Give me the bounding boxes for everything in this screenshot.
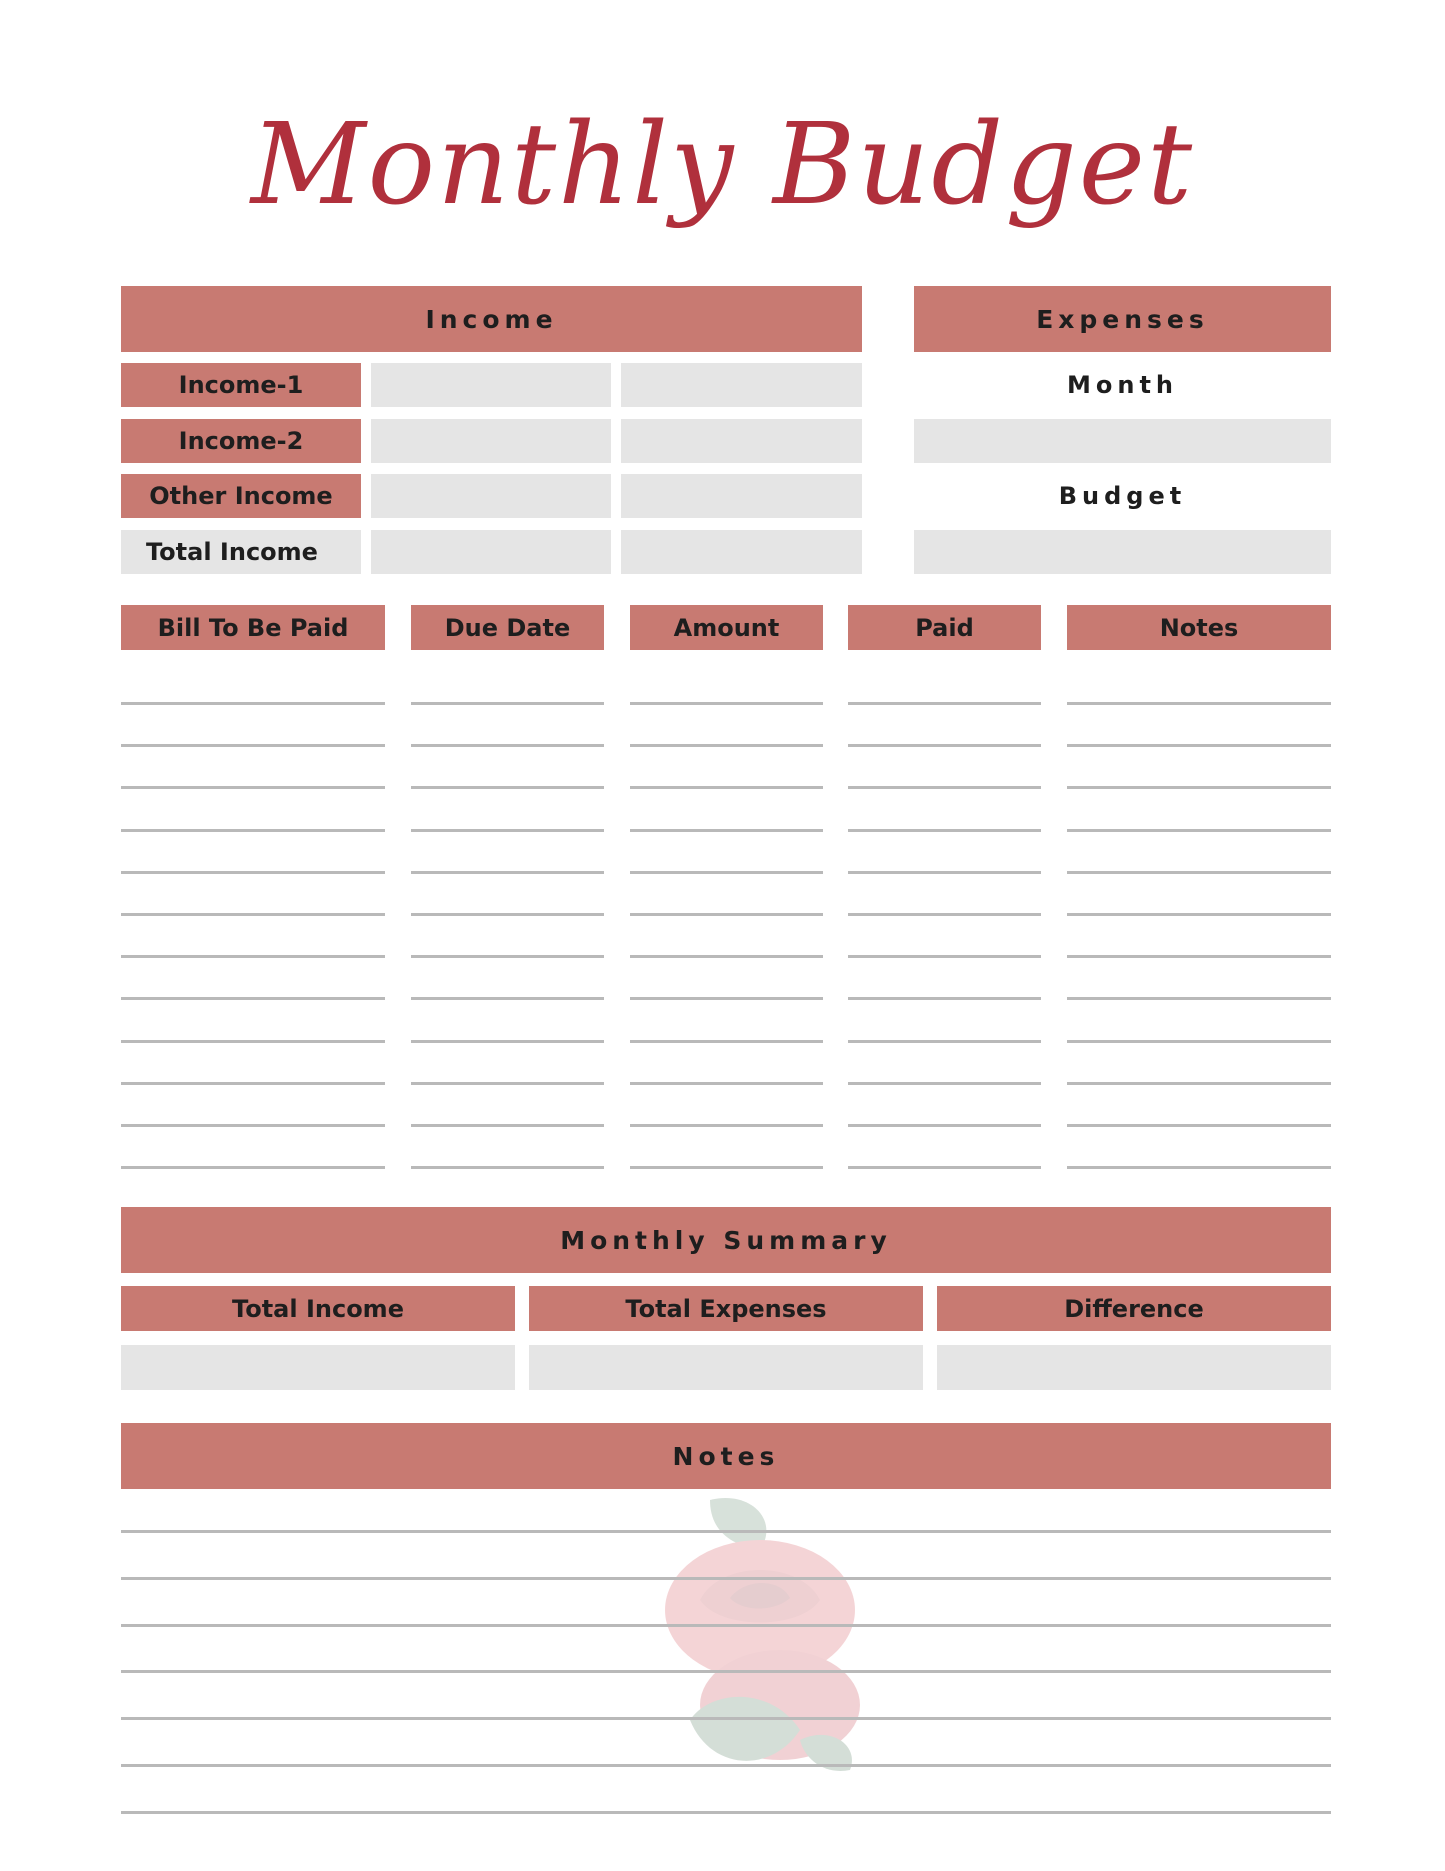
- bill-line[interactable]: [411, 1166, 604, 1169]
- bill-line[interactable]: [121, 786, 385, 789]
- other-income-field-a[interactable]: [371, 474, 611, 518]
- bill-line[interactable]: [411, 829, 604, 832]
- page-title: Monthly Budget: [250, 100, 1195, 230]
- bill-line[interactable]: [121, 955, 385, 958]
- budget-label: Budget: [1058, 482, 1187, 510]
- bill-line[interactable]: [1067, 744, 1331, 747]
- rose-icon: [630, 1490, 900, 1780]
- bill-line[interactable]: [121, 871, 385, 874]
- income-2-field-b[interactable]: [621, 419, 862, 463]
- notes-line[interactable]: [121, 1624, 1331, 1627]
- summary-total-income-label: Total Income: [121, 1286, 515, 1331]
- bill-line[interactable]: [848, 871, 1041, 874]
- bill-line[interactable]: [121, 1082, 385, 1085]
- bill-line[interactable]: [121, 702, 385, 705]
- summary-difference-field[interactable]: [937, 1345, 1331, 1390]
- bill-line[interactable]: [1067, 913, 1331, 916]
- summary-difference-label: Difference: [937, 1286, 1331, 1331]
- bill-line[interactable]: [411, 1124, 604, 1127]
- bill-column-header: Bill To Be Paid: [121, 605, 385, 650]
- notes-line[interactable]: [121, 1764, 1331, 1767]
- bill-line[interactable]: [1067, 1040, 1331, 1043]
- notes-line[interactable]: [121, 1530, 1331, 1533]
- amount-column-header: Amount: [630, 605, 823, 650]
- income-1-label: Income-1: [121, 363, 361, 407]
- bill-line[interactable]: [1067, 997, 1331, 1000]
- income-2-label: Income-2: [121, 419, 361, 463]
- bill-line[interactable]: [630, 702, 823, 705]
- total-income-label: Total Income: [121, 530, 361, 574]
- bill-line[interactable]: [411, 786, 604, 789]
- bill-line[interactable]: [848, 1082, 1041, 1085]
- bill-line[interactable]: [630, 1040, 823, 1043]
- bill-line[interactable]: [630, 1082, 823, 1085]
- total-income-field-b[interactable]: [621, 530, 862, 574]
- summary-total-income-field[interactable]: [121, 1345, 515, 1390]
- bill-line[interactable]: [848, 1124, 1041, 1127]
- income-header: Income: [121, 286, 862, 352]
- bill-line[interactable]: [121, 829, 385, 832]
- bill-line[interactable]: [848, 1166, 1041, 1169]
- income-1-field-a[interactable]: [371, 363, 611, 407]
- notes-line[interactable]: [121, 1577, 1331, 1580]
- bill-line[interactable]: [121, 1040, 385, 1043]
- total-income-field-a[interactable]: [371, 530, 611, 574]
- bill-line[interactable]: [848, 744, 1041, 747]
- bill-line[interactable]: [411, 1040, 604, 1043]
- month-field[interactable]: [914, 419, 1331, 463]
- bill-line[interactable]: [121, 744, 385, 747]
- bill-line[interactable]: [848, 1040, 1041, 1043]
- bill-line[interactable]: [848, 955, 1041, 958]
- bill-line[interactable]: [121, 913, 385, 916]
- bill-line[interactable]: [630, 829, 823, 832]
- bill-line[interactable]: [630, 997, 823, 1000]
- bill-line[interactable]: [848, 829, 1041, 832]
- bill-line[interactable]: [848, 702, 1041, 705]
- other-income-field-b[interactable]: [621, 474, 862, 518]
- bill-line[interactable]: [1067, 955, 1331, 958]
- notes-header: Notes: [121, 1423, 1331, 1489]
- bill-line[interactable]: [411, 702, 604, 705]
- budget-field[interactable]: [914, 530, 1331, 574]
- income-2-field-a[interactable]: [371, 419, 611, 463]
- income-1-field-b[interactable]: [621, 363, 862, 407]
- expenses-header: Expenses: [914, 286, 1331, 352]
- bill-line[interactable]: [1067, 1124, 1331, 1127]
- notes-line[interactable]: [121, 1717, 1331, 1720]
- bill-line[interactable]: [630, 913, 823, 916]
- summary-total-expenses-field[interactable]: [529, 1345, 923, 1390]
- bill-line[interactable]: [411, 997, 604, 1000]
- bill-line[interactable]: [848, 913, 1041, 916]
- bill-line[interactable]: [411, 1082, 604, 1085]
- bill-line[interactable]: [630, 871, 823, 874]
- paid-column-header: Paid: [848, 605, 1041, 650]
- bill-line[interactable]: [630, 1166, 823, 1169]
- bill-line[interactable]: [630, 955, 823, 958]
- bill-line[interactable]: [1067, 786, 1331, 789]
- bill-line[interactable]: [121, 997, 385, 1000]
- bill-line[interactable]: [411, 955, 604, 958]
- notes-line[interactable]: [121, 1811, 1331, 1814]
- bill-line[interactable]: [848, 786, 1041, 789]
- bill-line[interactable]: [1067, 1166, 1331, 1169]
- notes-column-header: Notes: [1067, 605, 1331, 650]
- bill-line[interactable]: [1067, 829, 1331, 832]
- due-date-column-header: Due Date: [411, 605, 604, 650]
- summary-total-expenses-label: Total Expenses: [529, 1286, 923, 1331]
- bill-line[interactable]: [630, 744, 823, 747]
- notes-line[interactable]: [121, 1670, 1331, 1673]
- bill-line[interactable]: [848, 997, 1041, 1000]
- bill-line[interactable]: [630, 1124, 823, 1127]
- summary-header: Monthly Summary: [121, 1207, 1331, 1273]
- bill-line[interactable]: [630, 786, 823, 789]
- bill-line[interactable]: [1067, 1082, 1331, 1085]
- bill-line[interactable]: [1067, 871, 1331, 874]
- bill-line[interactable]: [121, 1124, 385, 1127]
- bill-line[interactable]: [121, 1166, 385, 1169]
- bill-line[interactable]: [411, 871, 604, 874]
- month-label: Month: [1066, 371, 1178, 399]
- bill-line[interactable]: [1067, 702, 1331, 705]
- bill-line[interactable]: [411, 744, 604, 747]
- bill-line[interactable]: [411, 913, 604, 916]
- other-income-label: Other Income: [121, 474, 361, 518]
